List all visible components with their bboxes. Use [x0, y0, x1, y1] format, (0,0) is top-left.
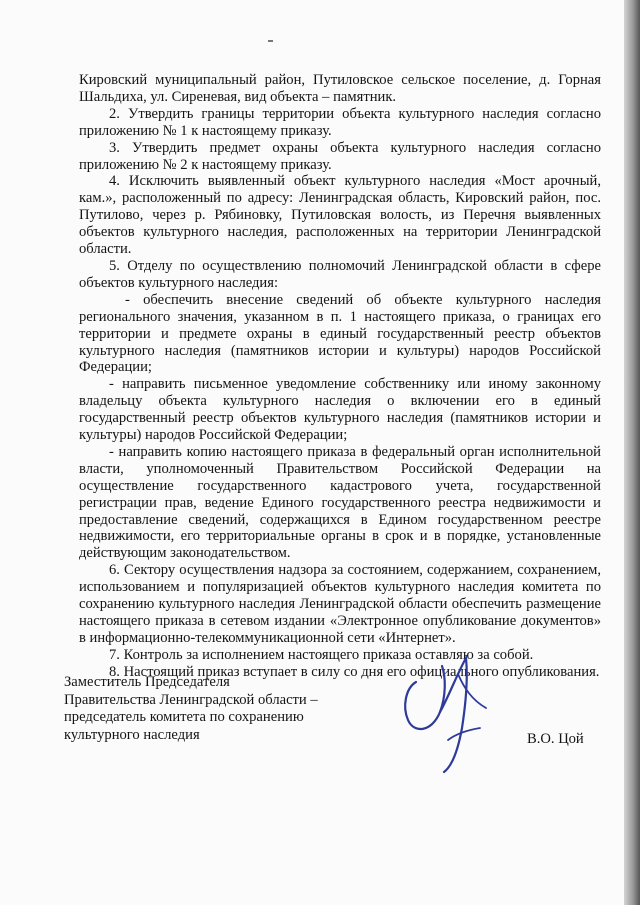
paragraph-item-3: 3. Утвердить предмет охраны объекта культурного наследия согласно приложению № 2 к настоящему приказу.: [79, 139, 601, 173]
handwritten-signature: [388, 648, 508, 776]
paragraph-item-2: 2. Утвердить границы территории объекта культурного наследия согласно приложению № 1 к настоящему приказу.: [79, 105, 601, 139]
paragraph-item-5: 5. Отделу по осуществлению полномочий Ленинградской области в сфере объектов культурного наследия:: [79, 257, 601, 291]
signatory-line-4: культурного наследия: [64, 726, 200, 743]
signatory-title: [64, 674, 324, 744]
signatory-line-3: председатель комитета по сохранению: [64, 709, 304, 725]
signatory-line-2: Правительства Ленинградской области –: [64, 691, 318, 708]
signatory-line-1: Заместитель Председателя: [64, 674, 230, 690]
paragraph-item-5-bullet-2: - направить письменное уведомление собственнику или иному законному владельцу объекта культурного наследия о включении его в единый государственный реестр объектов культурного наследия (памятников истории и культуры) народов Российской Федерации;: [79, 376, 601, 444]
paragraph-item-7: 7. Контроль за исполнением настоящего приказа оставляю за собой.: [109, 646, 534, 663]
signatory-name: В.О. Цой: [527, 731, 584, 747]
paragraph-item-5-bullet-1: - обеспечить внесение сведений об объекте культурного наследия регионального значения, указанном в п. 1 настоящего приказа, о границах его территории и предмете охраны в единый государственный реестр объектов культурного наследия (памятников истории и культуры) народов Российской Федерации;: [79, 291, 601, 376]
paragraph-item-5-bullet-3: - направить копию настоящего приказа в федеральный орган исполнительной власти, уполномоченный Правительством Российской Федерации на осуществление государственного кадастрового учета, государственной регистрации прав, ведение Единого государственного реестра недвижимости и предоставление сведений, содержащихся в Едином государственном реестре недвижимости, его территориальные органы в срок и в порядке, установленные действующим законодательством.: [79, 443, 601, 562]
scan-edge-shadow: [624, 0, 640, 905]
paragraph-item-6: 6. Сектору осуществления надзора за состоянием, содержанием, сохранением, использованием и популяризацией объектов культурного наследия комитета по сохранению культурного наследия Ленинградской области обеспечить размещение настоящего приказа в сетевом издании «Электронное опубликование документов» в информационно-телекоммуникационной сети «Интернет».: [79, 562, 601, 646]
paragraph-item-8: 8. Настоящий приказ вступает в силу со дня его официального опубликования.: [109, 663, 600, 680]
paragraph-address: Кировский муниципальный район, Путиловское сельское поселение, д. Горная Шальдиха, ул. Сиреневая, вид объекта – памятник.: [79, 72, 601, 105]
document-body: [79, 72, 601, 681]
paragraph-item-4: 4. Исключить выявленный объект культурного наследия «Мост арочный, кам.», расположенный по адресу: Ленинградская область, Кировский район, пос. Путилово, через р. Рябиновку, Путиловская волость, из Перечня выявленных объектов культурного наследия, расположенных на территории Ленинградской области.: [79, 173, 601, 258]
scan-mark: [268, 40, 273, 42]
